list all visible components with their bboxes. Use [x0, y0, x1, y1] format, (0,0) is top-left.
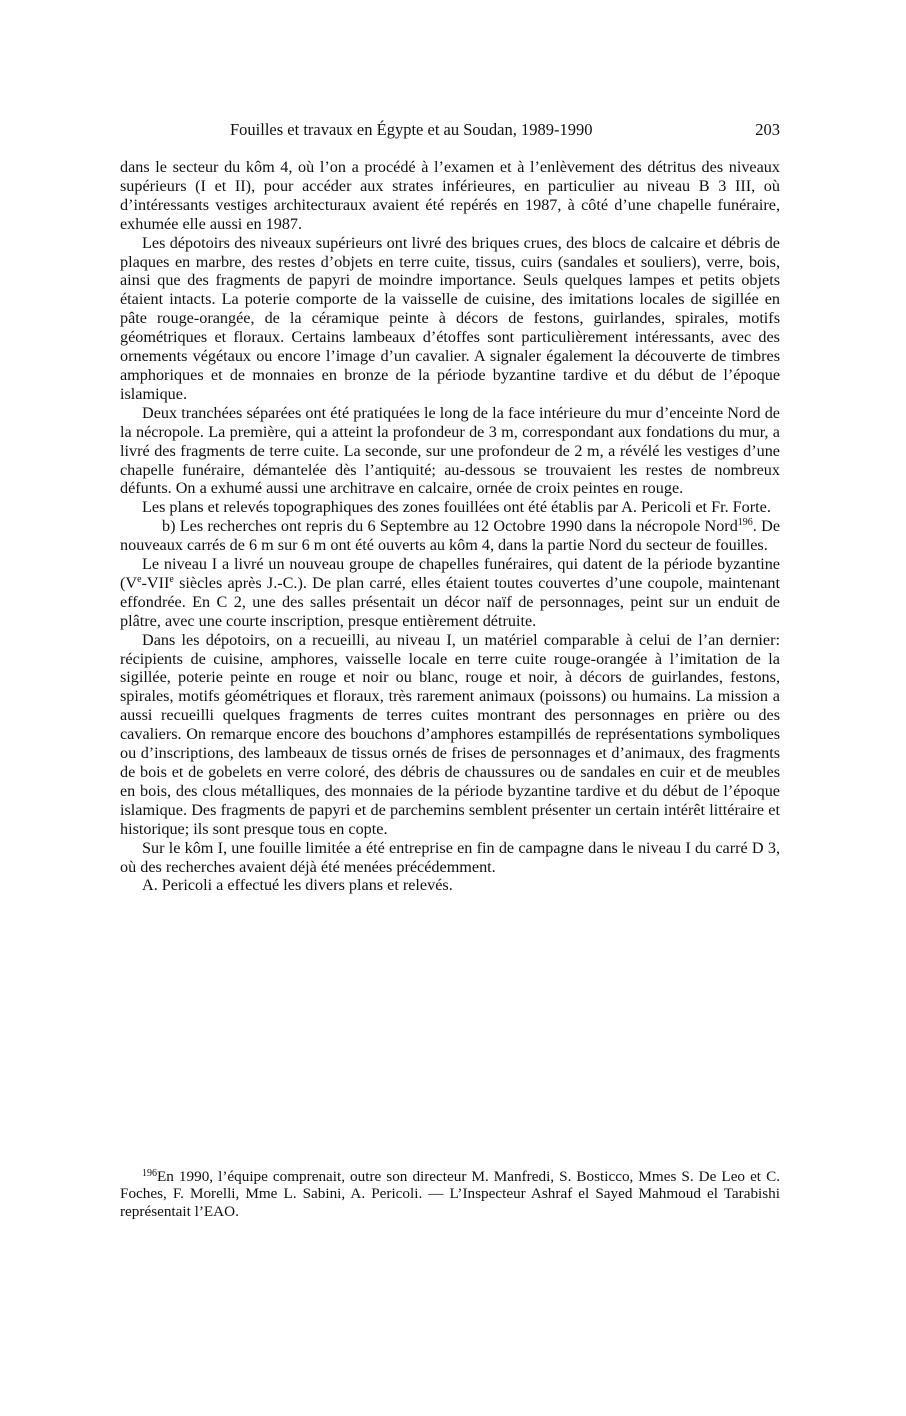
paragraph-text: . De nouveaux carrés de 6 m sur 6 m ont été ouverts au kôm 4, dans la partie Nord du secteur de fouilles. — [120, 517, 781, 555]
paragraph-text: Le niveau I a livré un nouveau groupe de chapelles funéraires, qui datent de la période byzantine (V — [120, 555, 780, 592]
paragraph: Les dépotoirs des niveaux supérieurs ont livré des briques crues, des blocs de calcaire et débris de plaques en marbre, des restes d’objets en terre cuite, tissus, cuirs (sandales et souliers), verre, bois, ainsi que des fragments de papyri de moindre importance. Seuls quelques lampes et petits objets étaient intacts. La poterie comporte de la vaisselle de cuisine, des imitations locales de sigillée en pâte rouge-orangée, de la céramique peinte à décors de festons, guirlandes, spirales, motifs géométriques et floraux. Certains lambeaux d’étoffes sont particulièrement intéressants, avec des ornements végétaux ou encore l’image d’un cavalier. A signaler également la découverte de timbres amphoriques et de monnaies en bronze de la période byzantine tardive et du début de l’époque islamique. — [120, 233, 780, 403]
paragraph: dans le secteur du kôm 4, où l’on a procédé à l’examen et à l’enlèvement des détritus des niveaux supérieurs (I et II), pour accéder aux strates inférieures, en particulier au niveau B 3 III, où d’intéressants vestiges architecturaux avaient été repérés en 1987, à côté d’une chapelle funéraire, exhumée elle aussi en 1987. — [120, 158, 780, 233]
paragraph — [120, 555, 780, 631]
paragraph-text: siècles après J.-C.). De plan carré, elles étaient toutes couvertes d’une coupole, maintenant effondrée. En C 2, une des salles présentait un décor naïf de personnages, peint sur un enduit de plâtre, avec une courte inscription, presque entièrement détruite. — [120, 573, 780, 630]
superscript: e — [137, 573, 142, 585]
paragraph: A. Pericoli a effectué les divers plans et relevés. — [142, 876, 453, 895]
body-text — [120, 158, 780, 895]
paragraph-text: -VII — [141, 573, 170, 592]
superscript: e — [169, 573, 174, 585]
paragraph: Dans les dépotoirs, on a recueilli, au niveau I, un matériel comparable à celui de l’an dernier: récipients de cuisine, amphores, vaisselle locale en terre cuite rouge-orangée à l’imitation de la sigillée, poterie peinte en rouge et noir ou blanc, rouge et noir, à décors de guirlandes, festons, spirales, motifs géométriques et floraux, très rarement animaux (poissons) ou humains. La mission a aussi recueilli quelques fragments de terres cuites montrant des personnages en prière ou des cavaliers. On remarque encore des bouchons d’amphores estampillés de représentations symboliques ou d’inscriptions, des lambeaux de tissus ornés de frises de personnages et d’animaux, des fragments de bois et de gobelets en verre coloré, des débris de chaussures ou de sandales en cuir et de meubles en bois, des clous métalliques, des monnaies de la période byzantine tardive et du début de l’époque islamique. Des fragments de papyri et de parchemins semblent présenter un certain intérêt littéraire et historique; ils sont presque tous en copte. — [120, 630, 780, 838]
running-title: Fouilles et travaux en Égypte et au Soudan, 1989-1990 — [230, 120, 593, 139]
footnote — [120, 1168, 780, 1220]
page-number: 203 — [755, 120, 780, 139]
paragraph: Deux tranchées séparées ont été pratiquées le long de la face intérieure du mur d’enceinte Nord de la nécropole. La première, qui a atteint la profondeur de 3 m, correspondant aux fondations du mur, a livré des fragments de terre cuite. La seconde, sur une profondeur de 2 m, a révélé les vestiges d’une chapelle funéraire, démantelée dès l’antiquité; au-dessous se trouvaient les restes de nombreux défunts. On a exhumé aussi une architrave en calcaire, ornée de croix peintes en rouge. — [120, 403, 780, 498]
footnote-mark: 196 — [142, 1168, 157, 1179]
paragraph-text: b) Les recherches ont repris du 6 Septembre au 12 Octobre 1990 dans la nécropole Nord — [162, 517, 738, 536]
footnote-reference: 196 — [737, 517, 753, 529]
running-header — [120, 120, 780, 142]
paragraph-section-b — [120, 517, 780, 555]
paragraph: Sur le kôm I, une fouille limitée a été entreprise en fin de campagne dans le niveau I du carré D 3, où des recherches avaient déjà été menées précédemment. — [120, 838, 780, 876]
paragraph: Les plans et relevés topographiques des zones fouillées ont été établis par A. Pericoli et Fr. Forte. — [142, 498, 771, 517]
footnote-text: En 1990, l’équipe comprenait, outre son directeur M. Manfredi, S. Bosticco, Mmes S. De Leo et C. Foches, F. Morelli, Mme L. Sabini, A. Pericoli. — L’Inspecteur Ashraf el Sayed Mahmoud el Tarabishi représentait l’EAO. — [120, 1168, 780, 1220]
